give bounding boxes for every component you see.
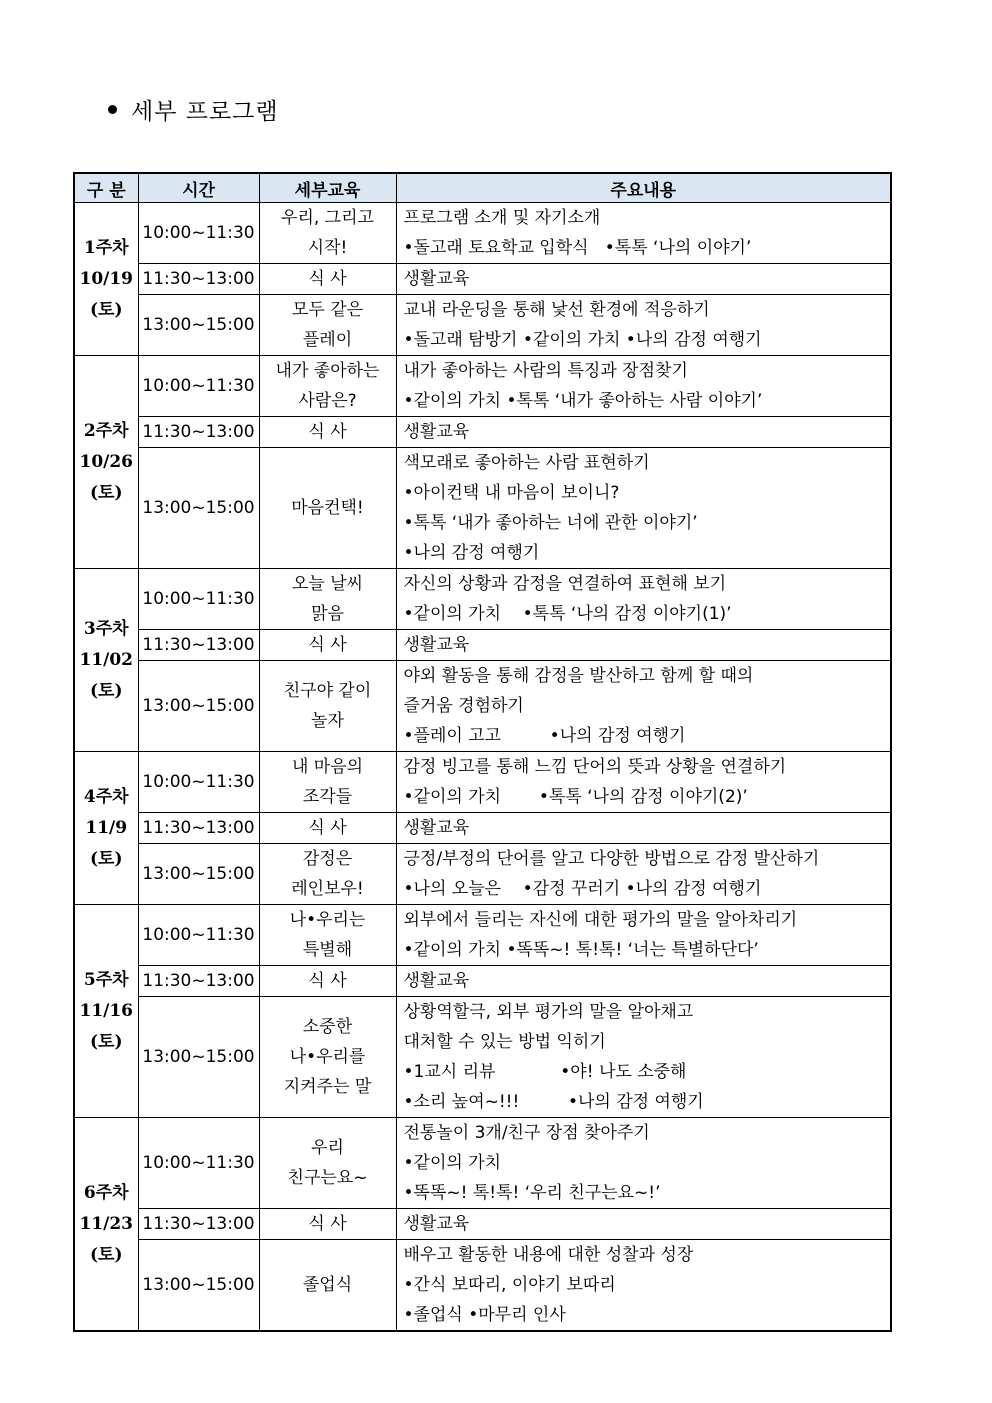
education-line: 졸업식 <box>302 1275 353 1295</box>
education-cell <box>259 813 396 844</box>
education-line: 식 사 <box>308 1214 347 1234</box>
content-line: 내가 좋아하는 사람의 특징과 장점찾기 <box>403 361 688 381</box>
table-row <box>74 813 891 844</box>
week-label <box>74 752 138 905</box>
schedule-body <box>74 203 891 1332</box>
week-label <box>74 569 138 752</box>
content-cell <box>396 966 891 997</box>
time-cell: 13:00~15:00 <box>138 661 259 752</box>
education-line: 지켜주는 말 <box>283 1077 372 1097</box>
education-cell <box>259 661 396 752</box>
time-cell: 10:00~11:30 <box>138 356 259 417</box>
header-content: 주요내용 <box>396 173 891 203</box>
time-cell: 13:00~15:00 <box>138 997 259 1118</box>
week-label-line: 3주차 <box>83 618 129 639</box>
time-cell: 10:00~11:30 <box>138 905 259 966</box>
content-line: 생활교육 <box>403 422 470 442</box>
education-cell <box>259 203 396 264</box>
education-cell <box>259 1209 396 1240</box>
time-cell: 11:30~13:00 <box>138 630 259 661</box>
education-cell <box>259 264 396 295</box>
content-cell <box>396 752 891 813</box>
time-cell: 11:30~13:00 <box>138 813 259 844</box>
education-cell <box>259 997 396 1118</box>
content-line: 교내 라운딩을 통해 낯선 환경에 적응하기 <box>403 300 710 320</box>
education-cell <box>259 966 396 997</box>
content-line: •톡톡 ‘내가 좋아하는 너에 관한 이야기’ <box>403 513 698 533</box>
content-line: •돌고래 탐방기 •같이의 가치 •나의 감정 여행기 <box>403 330 762 350</box>
time-cell: 10:00~11:30 <box>138 1118 259 1209</box>
content-line: •플레이 고고 •나의 감정 여행기 <box>403 726 686 746</box>
content-line: 야외 활동을 통해 감정을 발산하고 함께 할 때의 <box>403 666 754 686</box>
content-line: •똑똑~! 톡!톡! ‘우리 친구는요~!’ <box>403 1183 661 1203</box>
content-line: •같이의 가치 •톡톡 ‘나의 감정 이야기(1)’ <box>403 604 732 624</box>
content-line: 색모래로 좋아하는 사람 표현하기 <box>403 453 650 473</box>
education-cell <box>259 1240 396 1332</box>
time-cell: 13:00~15:00 <box>138 448 259 569</box>
content-line: 상황역할극, 외부 평가의 말을 알아채고 <box>403 1002 694 1022</box>
education-line: 레인보우! <box>291 879 364 899</box>
week-label-line: 10/26 <box>79 451 134 472</box>
content-line: •같이의 가치 •톡톡 ‘나의 감정 이야기(2)’ <box>403 787 748 807</box>
education-line: 플레이 <box>302 330 353 350</box>
content-line: •간식 보따리, 이야기 보따리 <box>403 1275 616 1295</box>
content-line: •아이컨택 내 마음이 보이니? <box>403 483 620 503</box>
week-label-line: 5주차 <box>83 969 129 990</box>
content-line: 대처할 수 있는 방법 익히기 <box>403 1032 606 1052</box>
education-line: 특별해 <box>302 940 353 960</box>
table-row <box>74 1240 891 1332</box>
education-cell <box>259 356 396 417</box>
time-cell: 10:00~11:30 <box>138 569 259 630</box>
time-cell: 10:00~11:30 <box>138 203 259 264</box>
week-label <box>74 1118 138 1332</box>
education-line: 시작! <box>307 238 348 258</box>
header-division: 구 분 <box>74 173 138 203</box>
week-label <box>74 905 138 1118</box>
week-label <box>74 203 138 356</box>
content-line: 감정 빙고를 통해 느낌 단어의 뜻과 상황을 연결하기 <box>403 757 787 777</box>
content-cell <box>396 264 891 295</box>
table-row <box>74 1118 891 1209</box>
content-line: •나의 감정 여행기 <box>403 543 540 563</box>
schedule-table <box>73 172 892 1332</box>
content-line: 전통놀이 3개/친구 장점 찾아주기 <box>403 1123 650 1143</box>
content-line: •소리 높여~!!! •나의 감정 여행기 <box>403 1092 704 1112</box>
education-line: 모두 같은 <box>291 300 364 320</box>
education-line: 마음컨택! <box>291 498 364 518</box>
week-label-line: (토) <box>89 299 123 320</box>
section-heading <box>108 93 279 126</box>
education-line: 식 사 <box>308 422 347 442</box>
education-line: 나•우리는 <box>289 910 366 930</box>
education-line: 식 사 <box>308 635 347 655</box>
week-label-line: 11/16 <box>79 1000 134 1021</box>
content-cell <box>396 1240 891 1332</box>
week-label-line: (토) <box>89 680 123 701</box>
education-line: 나•우리를 <box>289 1047 366 1067</box>
header-row <box>74 173 891 203</box>
week-label-line: 11/23 <box>79 1213 134 1234</box>
content-line: 생활교육 <box>403 635 470 655</box>
week-label-line: 2주차 <box>83 420 129 441</box>
content-line: 즐거움 경험하기 <box>403 696 524 716</box>
week-label-line: 11/02 <box>79 649 134 670</box>
time-cell: 13:00~15:00 <box>138 844 259 905</box>
table-row <box>74 1209 891 1240</box>
content-line: 생활교육 <box>403 818 470 838</box>
content-cell <box>396 1209 891 1240</box>
week-label-line: 1주차 <box>83 237 129 258</box>
education-line: 사람은? <box>298 391 357 411</box>
education-line: 오늘 날씨 <box>291 574 364 594</box>
content-cell <box>396 356 891 417</box>
week-label <box>74 356 138 569</box>
content-line: •나의 오늘은 •감정 꾸러기 •나의 감정 여행기 <box>403 879 762 899</box>
week-label-line: 11/9 <box>85 817 128 838</box>
table-row <box>74 295 891 356</box>
content-line: •졸업식 •마무리 인사 <box>403 1305 566 1325</box>
content-line: 자신의 상황과 감정을 연결하여 표현해 보기 <box>403 574 727 594</box>
education-line: 조각들 <box>302 787 353 807</box>
table-row <box>74 997 891 1118</box>
content-cell <box>396 417 891 448</box>
content-line: 긍정/부정의 단어를 알고 다양한 방법으로 감정 발산하기 <box>403 849 820 869</box>
content-line: 배우고 활동한 내용에 대한 성찰과 성장 <box>403 1245 694 1265</box>
content-cell <box>396 1118 891 1209</box>
table-row <box>74 630 891 661</box>
education-line: 친구는요~ <box>287 1168 368 1188</box>
week-label-line: (토) <box>89 1031 123 1052</box>
content-cell <box>396 813 891 844</box>
week-label-line: 10/19 <box>79 268 134 289</box>
content-line: •같이의 가치 •똑똑~! 톡!톡! ‘너는 특별하단다’ <box>403 940 759 960</box>
education-cell <box>259 630 396 661</box>
table-row <box>74 752 891 813</box>
content-cell <box>396 997 891 1118</box>
table-row <box>74 417 891 448</box>
education-cell <box>259 752 396 813</box>
education-line: 식 사 <box>308 269 347 289</box>
education-line: 내가 좋아하는 <box>275 361 380 381</box>
education-line: 식 사 <box>308 818 347 838</box>
education-line: 내 마음의 <box>291 757 364 777</box>
heading-text: 세부 프로그램 <box>131 99 279 125</box>
table-row <box>74 661 891 752</box>
content-line: •1교시 리뷰 •야! 나도 소중해 <box>403 1062 687 1082</box>
content-line: •돌고래 토요학교 입학식 •톡톡 ‘나의 이야기’ <box>403 238 752 258</box>
time-cell: 13:00~15:00 <box>138 1240 259 1332</box>
table-row <box>74 569 891 630</box>
content-cell <box>396 295 891 356</box>
content-line: 생활교육 <box>403 1214 470 1234</box>
table-row <box>74 203 891 264</box>
education-cell <box>259 844 396 905</box>
content-cell <box>396 630 891 661</box>
time-cell: 11:30~13:00 <box>138 1209 259 1240</box>
time-cell: 11:30~13:00 <box>138 417 259 448</box>
table-row <box>74 264 891 295</box>
content-cell <box>396 661 891 752</box>
header-education: 세부교육 <box>259 173 396 203</box>
content-cell <box>396 569 891 630</box>
content-cell <box>396 203 891 264</box>
table-row <box>74 905 891 966</box>
table-row <box>74 966 891 997</box>
header-time: 시간 <box>138 173 259 203</box>
bullet-icon <box>108 105 117 114</box>
education-line: 식 사 <box>308 971 347 991</box>
content-cell <box>396 905 891 966</box>
content-line: 프로그램 소개 및 자기소개 <box>403 208 601 228</box>
content-line: 생활교육 <box>403 971 470 991</box>
education-cell <box>259 569 396 630</box>
education-cell <box>259 295 396 356</box>
table-row <box>74 448 891 569</box>
week-label-line: (토) <box>89 482 123 503</box>
time-cell: 11:30~13:00 <box>138 264 259 295</box>
week-label-line: (토) <box>89 1244 123 1265</box>
table-row <box>74 356 891 417</box>
education-line: 감정은 <box>302 849 353 869</box>
week-label-line: 6주차 <box>83 1182 129 1203</box>
week-label-line: (토) <box>89 848 123 869</box>
education-line: 친구야 같이 <box>283 681 372 701</box>
content-line: 외부에서 들리는 자신에 대한 평가의 말을 알아차리기 <box>403 910 798 930</box>
time-cell: 11:30~13:00 <box>138 966 259 997</box>
table-row <box>74 844 891 905</box>
content-line: •같이의 가치 •톡톡 ‘내가 좋아하는 사람 이야기’ <box>403 391 763 411</box>
education-line: 우리 <box>311 1138 344 1158</box>
education-cell <box>259 905 396 966</box>
time-cell: 13:00~15:00 <box>138 295 259 356</box>
education-line: 맑음 <box>311 604 344 624</box>
content-cell <box>396 844 891 905</box>
education-line: 소중한 <box>302 1017 353 1037</box>
time-cell: 10:00~11:30 <box>138 752 259 813</box>
education-cell <box>259 1118 396 1209</box>
content-line: 생활교육 <box>403 269 470 289</box>
education-line: 우리, 그리고 <box>281 208 374 228</box>
education-cell <box>259 448 396 569</box>
week-label-line: 4주차 <box>83 786 129 807</box>
content-cell <box>396 448 891 569</box>
education-cell <box>259 417 396 448</box>
content-line: •같이의 가치 <box>403 1153 502 1173</box>
education-line: 놀자 <box>311 711 344 731</box>
